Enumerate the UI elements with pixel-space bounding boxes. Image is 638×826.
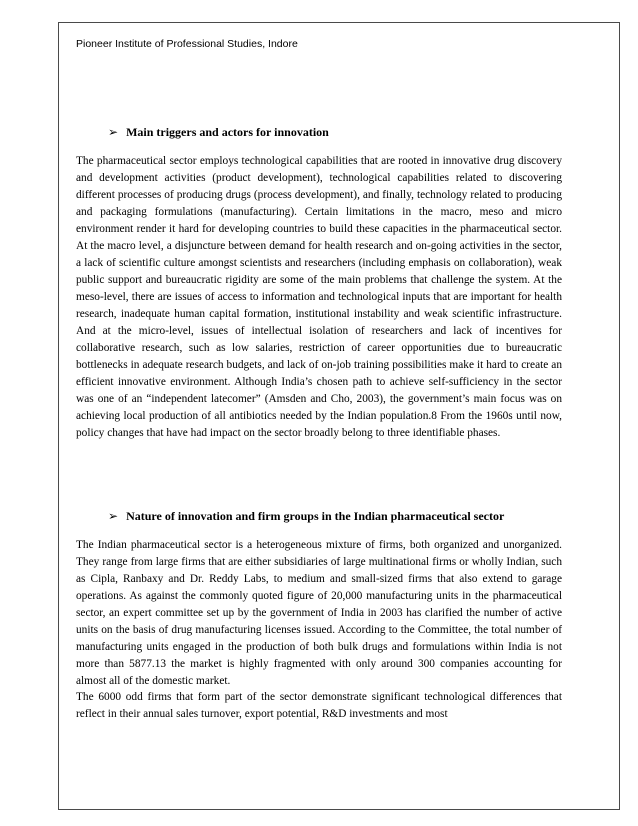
page-header: Pioneer Institute of Professional Studies, Indore — [76, 38, 298, 50]
section-heading-innovation-triggers — [108, 125, 329, 140]
paragraph-firm-groups: The Indian pharmaceutical sector is a heterogeneous mixture of firms, both organized and unorganized. They range from large firms that are either subsidiaries of large multinational firms or wholly Indian, such as Cipla, Ranbaxy and Dr. Reddy Labs, to medium and small-sized firms that also extend to garage operations. As against the commonly quoted figure of 20,000 manufacturing units in the pharmaceutical sector, an expert committee set up by the government of India in 2003 has clarified the number of active units on the basis of drug manufacturing licenses issued. According to the Committee, the total number of manufacturing units engaged in the production of both bulk drugs and formulations within India is not more than 5877.13 the market is highly fragmented with only around 300 companies accounting for almost all of the domestic market. — [76, 539, 562, 687]
heading-text: Nature of innovation and firm groups in the Indian pharmaceutical sector — [126, 509, 505, 523]
arrow-bullet-icon: ➢ — [108, 509, 119, 523]
paragraph-technological-differences: The 6000 odd firms that form part of the sector demonstrate significant technological differences that reflect in their annual sales turnover, export potential, R&D investments and most — [76, 691, 562, 720]
heading-text: Main triggers and actors for innovation — [126, 125, 329, 139]
arrow-bullet-icon: ➢ — [108, 125, 119, 139]
paragraph-innovation-triggers: The pharmaceutical sector employs technological capabilities that are rooted in innovative drug discovery and development activities (product development), technological capabilities related to discovering different processes of producing drugs (process development), and finally, technology related to producing and packaging formulations (manufacturing). Certain limitations in the macro, meso and micro environment render it hard for developing countries to build these capacities in the pharmaceutical sector. At the macro level, a disjuncture between demand for health research and on-going activities in the sector, a lack of scientific culture amongst scientists and researchers (including emphasis on collaboration), weak public support and bureaucratic rigidity are some of the main problems that challenge the system. At the meso-level, there are issues of access to information and technological inputs that are important for health research, inadequate human capital formation, institutional instability and weak scientific infrastructure. And at the micro-level, issues of intellectual isolation of researchers and lack of incentives for collaborative research, such as low salaries, restriction of career opportunities due to bureaucratic bottlenecks in adequate research budgets, and lack of on-job training possibilities make it hard to create an efficient innovative environment. Although India’s chosen path to achieve self-sufficiency in the sector was one of an “independent latecomer” (Amsden and Cho, 2003), the government’s main focus was on achieving local production of all antibiotics needed by the Indian population.8 From the 1960s until now, policy changes that have had impact on the sector broadly belong to three identifiable phases. — [76, 155, 562, 439]
section-heading-nature-of-innovation — [108, 509, 504, 524]
